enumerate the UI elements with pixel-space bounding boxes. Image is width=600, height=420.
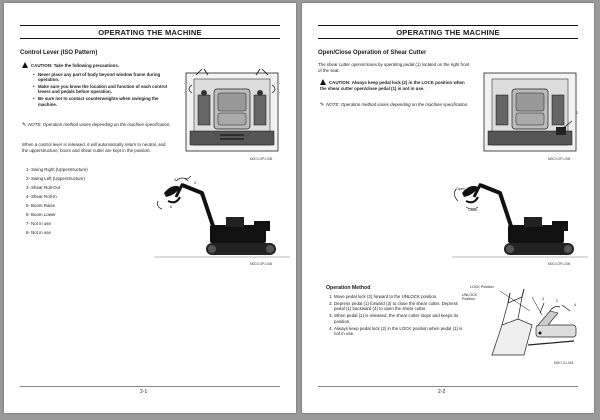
- note-text: Operation method varies depending on the machine specification.: [42, 122, 171, 127]
- left-page-header: OPERATING THE MACHINE: [20, 25, 280, 39]
- pedal-lock-illustration: [478, 285, 586, 359]
- list-item: 5- Boom Raise: [26, 203, 56, 208]
- step-item: 1. Move pedal lock (2) forward to the UNLOCK position.: [334, 294, 466, 300]
- caution-icon: [320, 79, 326, 85]
- callout-3: 3: [174, 178, 176, 182]
- figure-ref-2: M0C0-OP1-006: [250, 262, 273, 266]
- callout-4: 4: [574, 303, 576, 307]
- step-item: 4. Always keep pedal lock (2) in the LOCK position when pedal (1) is not in use.: [334, 326, 466, 337]
- note-pen-icon: ✎: [22, 122, 27, 128]
- callout-2: 2: [556, 299, 558, 303]
- label-open: Open: [456, 187, 465, 191]
- right-caution: [320, 79, 470, 91]
- operation-method-title: Operation Method: [326, 285, 371, 291]
- lever-function-list: [26, 167, 166, 239]
- right-intro: The shear cutter opens/closes by operating pedal (1) located on the right front of the seat.: [318, 62, 470, 73]
- callout-6: 6: [170, 205, 172, 209]
- caution-label: CAUTION:: [329, 80, 351, 85]
- right-section-title: Open/Close Operation of Shear Cutter: [318, 50, 427, 56]
- label-unlock-position: UNLOCK Position: [462, 293, 477, 301]
- list-item: 3- Shear Roll-Out: [26, 185, 61, 190]
- bullet-item: • Be sure not to contact counterweights when swinging the machine.: [38, 96, 172, 107]
- left-page-number: 2-1: [140, 389, 148, 395]
- steps-list: [326, 294, 466, 337]
- callout-1: 1: [576, 111, 578, 115]
- cab-top-view-illustration: [180, 65, 284, 155]
- cab-top-view-illustration: [478, 65, 582, 155]
- bullet-item: • Make sure you know the location and function of each control levers and pedals before operation.: [38, 84, 172, 95]
- list-item: 6- Boom Lower: [26, 212, 56, 217]
- figure-ref-1: M0C0-OP1-005: [548, 157, 571, 161]
- right-note: [320, 102, 470, 109]
- left-body: When a control lever is released, it will automatically return to neutral, and the upperstructure, boom and shear cutter are kept in the position.: [22, 142, 166, 153]
- excavator-shear-illustration: [154, 171, 290, 261]
- footer-rule: [318, 386, 578, 387]
- operation-steps: [326, 294, 466, 338]
- label-close: Close: [468, 208, 478, 212]
- note-pen-icon: ✎: [320, 102, 325, 108]
- bullet-item: • Never place any part of body beyond window frame during operation.: [38, 72, 172, 83]
- label-lock-position: LOCK Position: [470, 285, 494, 289]
- left-note: [22, 122, 172, 129]
- caution-icon: [22, 62, 28, 68]
- callout-4: 4: [194, 181, 196, 185]
- list-item: 8- Not in use: [26, 230, 51, 235]
- caution-bullets: [22, 72, 172, 108]
- left-section-title: Control Lever (ISO Pattern): [20, 50, 98, 56]
- list-item: 1- Swing Right (Upperstructure): [26, 167, 88, 172]
- list-item: 4- Shear Roll-In: [26, 194, 57, 199]
- footer-rule: [20, 386, 280, 387]
- note-label: NOTE:: [28, 122, 42, 127]
- left-page: [4, 3, 296, 413]
- right-page: [302, 3, 594, 413]
- step-item: 2. Depress pedal (1) forward (3) to close the shear cutter. Depress pedal (1) backward (4) to open the shear cutter.: [334, 301, 466, 312]
- list-item: 2- Swing Left (Upperstructure): [26, 176, 85, 181]
- callout-5: 5: [200, 193, 202, 197]
- right-page-number: 2-2: [438, 389, 446, 395]
- step-item: 3. When pedal (1) is released, the shear cutter stops and keeps its position.: [334, 313, 466, 324]
- note-label: NOTE:: [326, 102, 340, 107]
- note-text: Operation method varies depending on the machine specification.: [340, 102, 469, 107]
- left-caution: [22, 62, 172, 108]
- figure-ref-1: M0C0-OP1-005: [250, 157, 273, 161]
- callout-3: 3: [542, 297, 544, 301]
- list-item: 7- Not in use: [26, 221, 51, 226]
- caution-label: CAUTION:: [31, 63, 53, 68]
- excavator-shear-illustration: [452, 171, 588, 261]
- caution-text: Always keep pedal lock (2) in the LOCK position when the shear cutter open/close pedal (1) is not in use.: [320, 80, 465, 91]
- figure-ref-2: M0C0-OP1-006: [548, 262, 571, 266]
- right-page-header: OPERATING THE MACHINE: [318, 25, 578, 39]
- caution-text: Take the following precautions.: [53, 63, 120, 68]
- figure-ref-3: M1K7-01-018: [554, 361, 574, 365]
